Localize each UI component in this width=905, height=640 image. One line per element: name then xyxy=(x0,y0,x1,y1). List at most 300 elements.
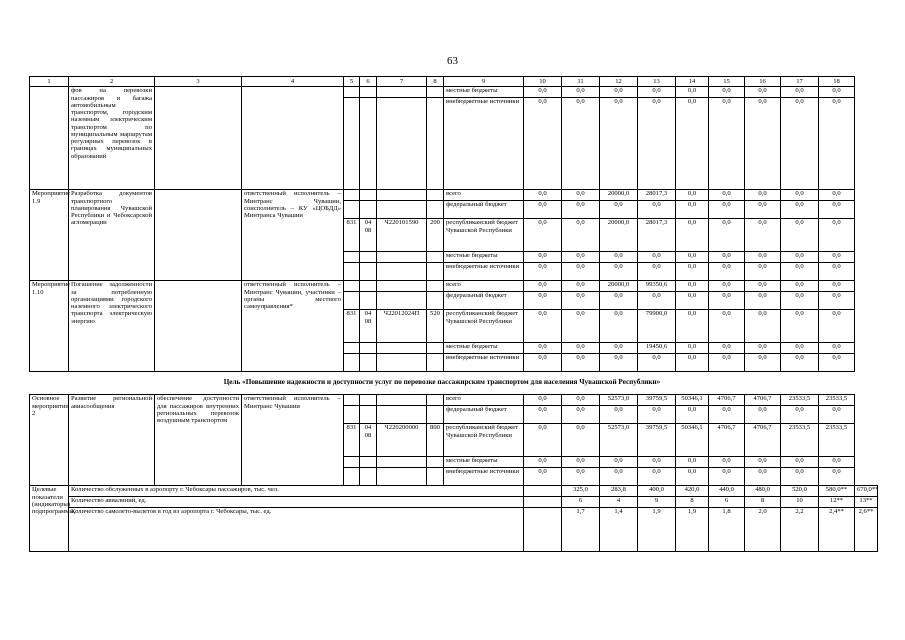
value-cell: 50346,1 xyxy=(676,424,709,457)
value-cell: 0,0 xyxy=(745,252,781,263)
value-cell: 0,0 xyxy=(524,406,562,424)
value-cell: 0,0 xyxy=(600,457,638,468)
value-cell: 12** xyxy=(819,497,855,508)
budget-code xyxy=(344,201,360,219)
funding-source: внебюджетные источники xyxy=(444,98,524,190)
budget-code xyxy=(427,98,444,190)
value-cell: 0,0 xyxy=(819,354,855,372)
value-cell: 1,9 xyxy=(676,508,709,552)
value-cell: 0,0 xyxy=(709,201,745,219)
value-cell: 8 xyxy=(745,497,781,508)
table-row xyxy=(30,190,878,201)
funding-source: местные бюджеты xyxy=(444,343,524,354)
value-cell: 0,0 xyxy=(562,457,600,468)
value-cell: 0,0 xyxy=(524,219,562,252)
value-cell: 0,0 xyxy=(600,252,638,263)
budget-code xyxy=(360,395,377,406)
funding-source: внебюджетные источники xyxy=(444,468,524,486)
value-cell: 0,0 xyxy=(709,190,745,201)
budget-code xyxy=(360,190,377,201)
budget-code xyxy=(344,281,360,292)
responsible: ответственный исполнитель – Минтранс Чувашии, соисполнитель – КУ «ЦОБДД» Минтранса Чувашии xyxy=(242,190,344,281)
responsible: ответственный исполнитель – Минтранс Чувашии xyxy=(242,395,344,486)
budget-code xyxy=(377,343,427,354)
item-description: Разработка документов транспортного планирования Чувашской Республики и Чебоксарской агломерации xyxy=(69,190,155,281)
value-cell: 0,0 xyxy=(562,468,600,486)
value-cell: 0,0 xyxy=(745,457,781,468)
indicators-heading: Целевые показатели (индикаторы) подпрограммы, xyxy=(30,486,69,552)
value-cell: 0,0 xyxy=(524,98,562,190)
value-cell: 0,0 xyxy=(745,281,781,292)
item-name: Мероприятие 1.9 xyxy=(30,190,69,281)
budget-code xyxy=(427,468,444,486)
page-number: 63 xyxy=(447,55,458,67)
value-cell: 0,0 xyxy=(676,457,709,468)
value-cell: 0,0 xyxy=(638,468,676,486)
budget-code xyxy=(344,292,360,310)
budget-code: 200 xyxy=(427,219,444,252)
value-cell: 0,0 xyxy=(781,98,819,190)
value-cell: 0,0 xyxy=(524,424,562,457)
value-cell: 0,0 xyxy=(676,468,709,486)
value-cell: 99350,6 xyxy=(638,281,676,292)
budget-code xyxy=(377,457,427,468)
value-cell: 28017,3 xyxy=(638,219,676,252)
value-cell: 0,0 xyxy=(745,190,781,201)
budget-code xyxy=(377,252,427,263)
budget-code: 831 xyxy=(344,219,360,252)
value-cell: 0,0 xyxy=(781,354,819,372)
column-number: 17 xyxy=(781,77,819,87)
table-row xyxy=(30,281,878,292)
value-cell: 0,0 xyxy=(524,252,562,263)
value-cell: 0,0 xyxy=(709,354,745,372)
value-cell: 0,0 xyxy=(819,468,855,486)
budget-code: Ч220101590 xyxy=(377,219,427,252)
value-cell: 0,0 xyxy=(524,354,562,372)
funding-source: федеральный бюджет xyxy=(444,292,524,310)
value-cell: 0,0 xyxy=(709,87,745,98)
budget-code xyxy=(427,190,444,201)
value-cell: 0,0 xyxy=(562,395,600,406)
value-cell: 0,0 xyxy=(709,457,745,468)
item-name: Основное мероприятие 2 xyxy=(30,395,69,486)
value-cell: 0,0 xyxy=(676,98,709,190)
table-row xyxy=(30,87,878,98)
budget-code xyxy=(360,468,377,486)
value-cell: 0,0 xyxy=(745,263,781,281)
value-cell: 0,0 xyxy=(562,424,600,457)
budget-code xyxy=(344,457,360,468)
goal-row xyxy=(30,372,878,395)
value-cell: 0,0 xyxy=(524,281,562,292)
value-cell: 2,6** xyxy=(855,508,878,552)
value-cell: 520,0 xyxy=(781,486,819,497)
budget-code: 831 xyxy=(344,424,360,457)
budget-code xyxy=(344,343,360,354)
value-cell: 0,0 xyxy=(819,201,855,219)
funding-source: республиканский бюджет Чувашской Республики xyxy=(444,424,524,457)
value-cell: 0,0 xyxy=(638,457,676,468)
value-cell: 0,0 xyxy=(524,310,562,343)
value-cell: 20000,0 xyxy=(600,219,638,252)
value-cell: 0,0 xyxy=(562,219,600,252)
value-cell: 283,8 xyxy=(600,486,638,497)
value-cell: 1,8 xyxy=(709,508,745,552)
budget-code xyxy=(360,87,377,98)
budget-code xyxy=(344,263,360,281)
value-cell: 0,0 xyxy=(709,468,745,486)
value-cell: 0,0 xyxy=(781,292,819,310)
value-cell: 0,0 xyxy=(524,263,562,281)
value-cell: 0,0 xyxy=(524,468,562,486)
value-cell: 0,0 xyxy=(600,310,638,343)
responsible xyxy=(242,87,344,190)
value-cell: 0,0 xyxy=(819,457,855,468)
value-cell: 0,0 xyxy=(562,98,600,190)
budget-code xyxy=(360,263,377,281)
value-cell: 0,0 xyxy=(638,252,676,263)
value-cell: 0,0 xyxy=(676,281,709,292)
value-cell: 0,0 xyxy=(600,201,638,219)
value-cell: 0,0 xyxy=(676,87,709,98)
budget-code xyxy=(344,87,360,98)
value-cell: 0,0 xyxy=(819,87,855,98)
value-cell: 0,0 xyxy=(638,87,676,98)
budget-code xyxy=(427,281,444,292)
funding-source: всего xyxy=(444,190,524,201)
value-cell: 0,0 xyxy=(600,406,638,424)
value-cell: 0,0 xyxy=(819,190,855,201)
funding-source: внебюджетные источники xyxy=(444,263,524,281)
value-cell: 0,0 xyxy=(709,263,745,281)
value-cell: 0,0 xyxy=(709,406,745,424)
value-cell: 0,0 xyxy=(562,310,600,343)
value-cell: 0,0 xyxy=(819,310,855,343)
value-cell: 0,0 xyxy=(676,292,709,310)
column-number: 5 xyxy=(344,77,360,87)
value-cell: 0,0 xyxy=(524,292,562,310)
budget-code xyxy=(377,406,427,424)
value-cell: 52573,0 xyxy=(600,395,638,406)
value-cell: 0,0 xyxy=(562,292,600,310)
budget-code xyxy=(377,292,427,310)
value-cell: 0,0 xyxy=(638,354,676,372)
value-cell: 0,0 xyxy=(819,292,855,310)
column-number: 12 xyxy=(600,77,638,87)
budget-code xyxy=(360,354,377,372)
value-cell: 9 xyxy=(638,497,676,508)
value-cell: 420,0 xyxy=(676,486,709,497)
value-cell: 10 xyxy=(781,497,819,508)
funding-source: местные бюджеты xyxy=(444,87,524,98)
value-cell: 4706,7 xyxy=(709,395,745,406)
indicator-row xyxy=(30,486,878,497)
value-cell: 2,0 xyxy=(745,508,781,552)
indicator-label: Количество авиалиний, ед. xyxy=(69,497,524,508)
value-cell: 0,0 xyxy=(781,343,819,354)
column-number: 13 xyxy=(638,77,676,87)
budget-code xyxy=(344,252,360,263)
column-number: 16 xyxy=(745,77,781,87)
value-cell: 580,0** xyxy=(819,486,855,497)
value-cell: 50346,1 xyxy=(676,395,709,406)
value-cell: 0,0 xyxy=(676,219,709,252)
budget-code xyxy=(427,395,444,406)
value-cell: 0,0 xyxy=(638,263,676,281)
value-cell: 0,0 xyxy=(562,406,600,424)
funding-source xyxy=(524,508,562,552)
budget-code: Ч22012024П xyxy=(377,310,427,343)
value-cell: 0,0 xyxy=(709,281,745,292)
budget-code xyxy=(344,468,360,486)
column-number: 15 xyxy=(709,77,745,87)
budget-code xyxy=(360,281,377,292)
indicator-label: Количество обслуженных в аэропорту г. Чебоксары пассажиров, тыс. чел. xyxy=(69,486,524,497)
funding-source xyxy=(524,486,562,497)
value-cell: 0,0 xyxy=(781,87,819,98)
value-cell: 1,7 xyxy=(562,508,600,552)
funding-source: федеральный бюджет xyxy=(444,406,524,424)
value-cell: 0,0 xyxy=(819,343,855,354)
value-cell: 0,0 xyxy=(745,292,781,310)
budget-code xyxy=(344,98,360,190)
funding-source: внебюджетные источники xyxy=(444,354,524,372)
value-cell: 79900,0 xyxy=(638,310,676,343)
value-cell: 4 xyxy=(600,497,638,508)
value-cell: 19450,6 xyxy=(638,343,676,354)
funding-source: всего xyxy=(444,281,524,292)
value-cell: 440,0 xyxy=(709,486,745,497)
value-cell: 20000,0 xyxy=(600,281,638,292)
value-cell: 0,0 xyxy=(676,406,709,424)
responsible: ответственный исполнитель – Минтранс Чувашии, участники – органы местного самоуправления* xyxy=(242,281,344,372)
budget-code: 04 08 xyxy=(360,310,377,343)
budget-code: 520 xyxy=(427,310,444,343)
value-cell: 0,0 xyxy=(819,219,855,252)
value-cell: 0,0 xyxy=(600,98,638,190)
column-number: 18 xyxy=(819,77,855,87)
value-cell: 0,0 xyxy=(638,201,676,219)
item-description: фов на перевозки пассажиров и багажа автомобильным транспортом, городским наземным электрическим транспортом по муниципальным маршрутам регулярных перевозок в границах муниципальных образований xyxy=(69,87,155,190)
value-cell: 4706,7 xyxy=(709,424,745,457)
budget-code xyxy=(377,281,427,292)
funding-source: республиканский бюджет Чувашской Республики xyxy=(444,310,524,343)
column-number: 14 xyxy=(676,77,709,87)
value-cell: 480,0 xyxy=(745,486,781,497)
column-number: 7 xyxy=(377,77,427,87)
indicator-row xyxy=(30,508,878,552)
value-cell: 28017,3 xyxy=(638,190,676,201)
column-number: 6 xyxy=(360,77,377,87)
value-cell: 0,0 xyxy=(819,263,855,281)
budget-code xyxy=(344,354,360,372)
value-cell: 0,0 xyxy=(745,468,781,486)
value-cell: 0,0 xyxy=(709,343,745,354)
budget-code xyxy=(360,201,377,219)
value-cell: 13** xyxy=(855,497,878,508)
budget-code xyxy=(427,201,444,219)
value-cell: 0,0 xyxy=(562,201,600,219)
value-cell: 0,0 xyxy=(600,87,638,98)
budget-code xyxy=(344,395,360,406)
value-cell: 0,0 xyxy=(524,395,562,406)
value-cell: 0,0 xyxy=(562,343,600,354)
budget-code xyxy=(427,354,444,372)
item-name xyxy=(30,87,69,190)
value-cell: 39759,5 xyxy=(638,395,676,406)
budget-code xyxy=(344,190,360,201)
budget-code xyxy=(377,468,427,486)
item-task: обеспечение доступности для пассажиров внутренних региональных перевозок воздушным транспортом xyxy=(155,395,242,486)
value-cell: 0,0 xyxy=(676,343,709,354)
value-cell: 2,4** xyxy=(819,508,855,552)
value-cell: 0,0 xyxy=(676,354,709,372)
value-cell: 0,0 xyxy=(600,354,638,372)
budget-code xyxy=(377,98,427,190)
value-cell: 0,0 xyxy=(781,201,819,219)
budget-code xyxy=(377,190,427,201)
value-cell: 0,0 xyxy=(781,281,819,292)
budget-code xyxy=(427,87,444,98)
column-number: 4 xyxy=(242,77,344,87)
value-cell: 20000,0 xyxy=(600,190,638,201)
item-description: Погашение задолженности за потребленную организациями городского наземного электрического транспорта электрическую энергию xyxy=(69,281,155,372)
funding-source: республиканский бюджет Чувашской Республики xyxy=(444,219,524,252)
value-cell: 0,0 xyxy=(709,219,745,252)
value-cell: 2,2 xyxy=(781,508,819,552)
value-cell: 0,0 xyxy=(781,219,819,252)
program-table xyxy=(29,76,878,552)
value-cell: 1,9 xyxy=(638,508,676,552)
value-cell: 0,0 xyxy=(781,263,819,281)
value-cell: 0,0 xyxy=(781,190,819,201)
funding-source: федеральный бюджет xyxy=(444,201,524,219)
header-row xyxy=(30,77,878,87)
budget-code xyxy=(360,292,377,310)
value-cell: 4706,7 xyxy=(745,424,781,457)
budget-code xyxy=(360,457,377,468)
value-cell: 39759,5 xyxy=(638,424,676,457)
value-cell: 0,0 xyxy=(562,87,600,98)
value-cell: 1,4 xyxy=(600,508,638,552)
value-cell: 0,0 xyxy=(709,310,745,343)
value-cell: 0,0 xyxy=(819,281,855,292)
value-cell: 23533,5 xyxy=(819,424,855,457)
budget-code xyxy=(427,457,444,468)
value-cell: 0,0 xyxy=(562,252,600,263)
value-cell: 0,0 xyxy=(819,98,855,190)
budget-code xyxy=(360,252,377,263)
value-cell: 0,0 xyxy=(676,252,709,263)
value-cell: 0,0 xyxy=(709,98,745,190)
value-cell: 0,0 xyxy=(745,219,781,252)
value-cell: 0,0 xyxy=(524,343,562,354)
value-cell: 0,0 xyxy=(562,263,600,281)
column-number: 8 xyxy=(427,77,444,87)
funding-source: местные бюджеты xyxy=(444,457,524,468)
budget-code: 04 08 xyxy=(360,219,377,252)
budget-code xyxy=(427,406,444,424)
funding-source: всего xyxy=(444,395,524,406)
value-cell: 0,0 xyxy=(524,201,562,219)
value-cell: 0,0 xyxy=(745,87,781,98)
value-cell: 0,0 xyxy=(600,292,638,310)
value-cell: 23533,5 xyxy=(781,395,819,406)
indicator-label: Количество самолето-вылетов в год из аэропорта г. Чебоксары, тыс. ед. xyxy=(69,508,524,552)
value-cell: 0,0 xyxy=(709,252,745,263)
budget-code xyxy=(344,406,360,424)
value-cell: 0,0 xyxy=(638,292,676,310)
budget-code xyxy=(377,263,427,281)
value-cell: 8 xyxy=(676,497,709,508)
value-cell: 0,0 xyxy=(676,310,709,343)
item-description: Развитие региональной авиасообщения xyxy=(69,395,155,486)
value-cell: 0,0 xyxy=(745,354,781,372)
value-cell: 0,0 xyxy=(745,343,781,354)
value-cell: 0,0 xyxy=(819,252,855,263)
value-cell: 0,0 xyxy=(524,190,562,201)
value-cell: 0,0 xyxy=(638,98,676,190)
value-cell: 670,0** xyxy=(855,486,878,497)
budget-code: 800 xyxy=(427,424,444,457)
budget-code xyxy=(427,263,444,281)
column-number: 10 xyxy=(524,77,562,87)
item-task xyxy=(155,190,242,281)
goal-title: Цель «Повышение надежности и доступности услуг по перевозке пассажирским транспортом для населения Чувашской Республики» xyxy=(30,372,855,395)
column-number: 2 xyxy=(69,77,155,87)
value-cell: 0,0 xyxy=(745,406,781,424)
value-cell: 0,0 xyxy=(676,190,709,201)
budget-code: 831 xyxy=(344,310,360,343)
value-cell: 0,0 xyxy=(600,263,638,281)
item-task xyxy=(155,281,242,372)
value-cell: 0,0 xyxy=(781,252,819,263)
budget-code xyxy=(360,98,377,190)
value-cell: 52573,0 xyxy=(600,424,638,457)
budget-code xyxy=(377,87,427,98)
budget-code xyxy=(427,292,444,310)
value-cell: 0,0 xyxy=(638,406,676,424)
value-cell: 23533,5 xyxy=(781,424,819,457)
value-cell: 0,0 xyxy=(819,406,855,424)
value-cell: 23533,5 xyxy=(819,395,855,406)
value-cell: 0,0 xyxy=(562,354,600,372)
funding-source: местные бюджеты xyxy=(444,252,524,263)
value-cell: 6 xyxy=(562,497,600,508)
value-cell: 0,0 xyxy=(745,98,781,190)
value-cell: 0,0 xyxy=(781,468,819,486)
budget-code xyxy=(427,343,444,354)
value-cell: 0,0 xyxy=(562,281,600,292)
value-cell: 0,0 xyxy=(562,190,600,201)
value-cell: 0,0 xyxy=(709,292,745,310)
value-cell: 0,0 xyxy=(524,87,562,98)
budget-code: Ч220200000 xyxy=(377,424,427,457)
value-cell: 0,0 xyxy=(781,457,819,468)
indicator-row xyxy=(30,497,878,508)
budget-code xyxy=(360,343,377,354)
value-cell: 0,0 xyxy=(676,263,709,281)
value-cell: 0,0 xyxy=(676,201,709,219)
item-name: Мероприятие 1.10 xyxy=(30,281,69,372)
table-row xyxy=(30,395,878,406)
column-number: 1 xyxy=(30,77,69,87)
value-cell: 0,0 xyxy=(745,310,781,343)
value-cell: 0,0 xyxy=(781,310,819,343)
budget-code xyxy=(377,395,427,406)
budget-code: 04 08 xyxy=(360,424,377,457)
